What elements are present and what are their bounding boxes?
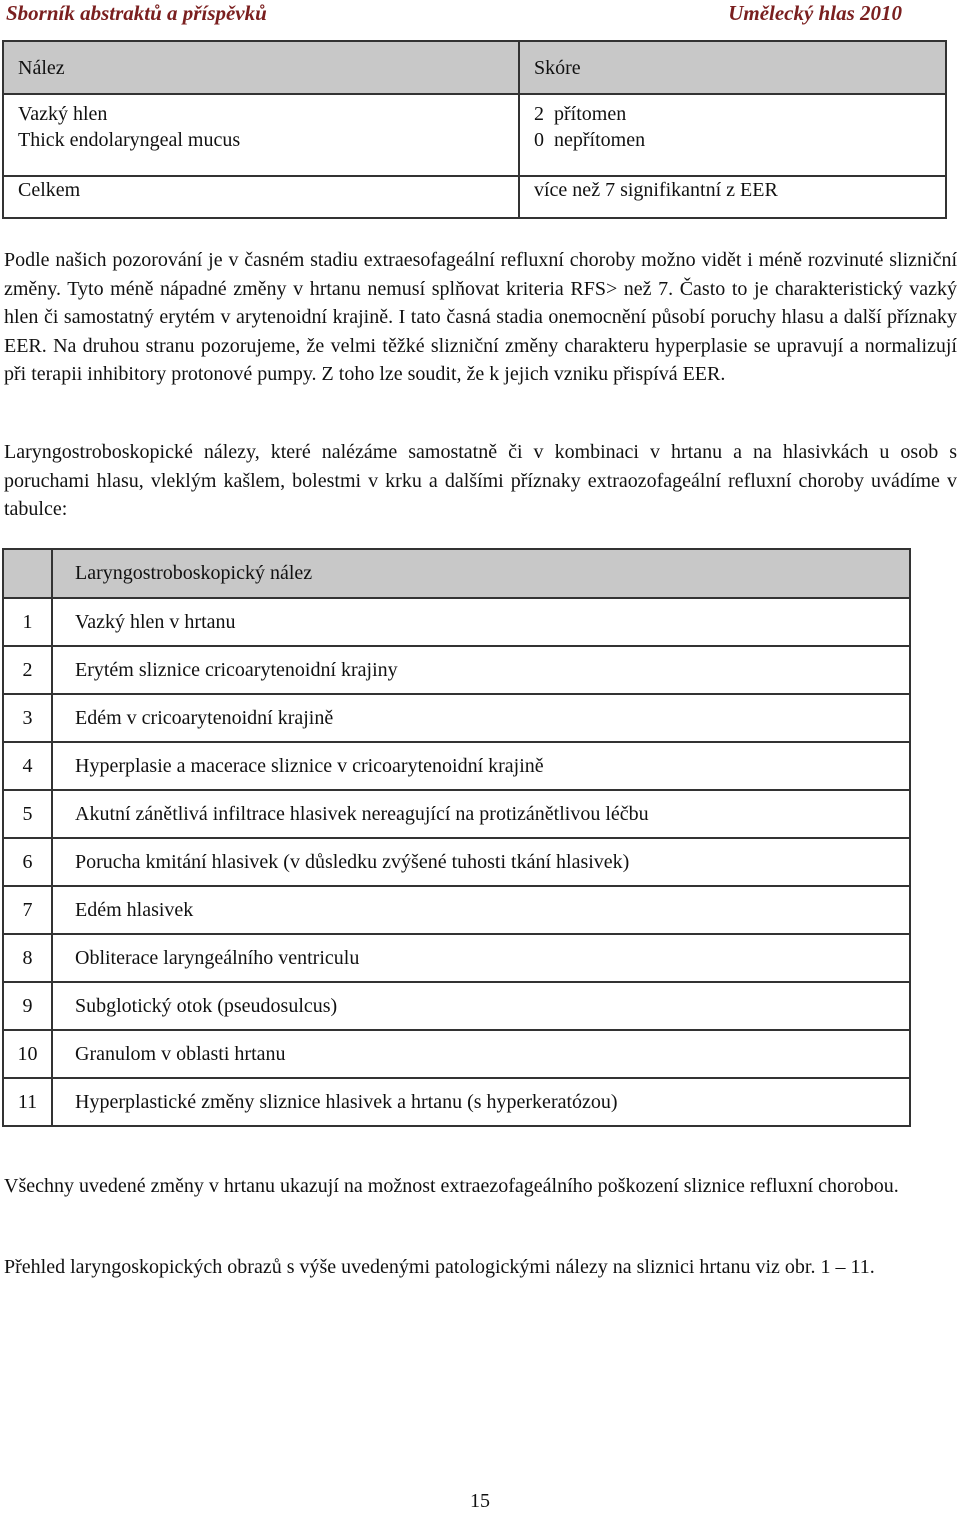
table-row	[3, 1030, 910, 1078]
row-number: 11	[3, 1078, 52, 1126]
row-finding: Granulom v oblasti hrtanu	[52, 1030, 910, 1078]
table-row	[3, 598, 910, 646]
row-finding: Erytém sliznice cricoarytenoidní krajiny	[52, 646, 910, 694]
row-number: 5	[3, 790, 52, 838]
finding-header-cell: Laryngostroboskopický nález	[52, 549, 910, 598]
score-line: 2 přítomen	[534, 103, 627, 125]
table-row	[3, 1078, 910, 1126]
row-finding: Porucha kmitání hlasivek (v důsledku zvýšené tuhosti tkání hlasivek)	[52, 838, 910, 886]
header-publication-title: Sborník abstraktů a příspěvků	[6, 1, 267, 25]
row-finding: Subglotický otok (pseudosulcus)	[52, 982, 910, 1030]
row-finding: Edém hlasivek	[52, 886, 910, 934]
score-cell	[519, 176, 946, 218]
table-row	[3, 886, 910, 934]
row-number: 8	[3, 934, 52, 982]
page-header	[0, 0, 960, 30]
row-number: 7	[3, 886, 52, 934]
row-number: 6	[3, 838, 52, 886]
row-finding: Vazký hlen v hrtanu	[52, 598, 910, 646]
score-table-header	[3, 41, 946, 94]
table-row	[3, 790, 910, 838]
lar-table-header	[3, 549, 910, 598]
table-row	[3, 694, 910, 742]
paragraph-figures-reference: Přehled laryngoskopických obrazů s výše uvedenými patologickými nálezy na sliznici hrtanu viz obr. 1 – 11.	[4, 1256, 875, 1278]
score-line: více než 7 signifikantní z EER	[534, 179, 778, 201]
table-row	[3, 934, 910, 982]
row-number: 10	[3, 1030, 52, 1078]
col-finding-header: Nález	[3, 41, 519, 94]
row-number: 4	[3, 742, 52, 790]
paragraph-conclusion: Všechny uvedené změny v hrtanu ukazují na možnost extraezofageálního poškození sliznice refluxní chorobou.	[4, 1175, 899, 1197]
finding-cell	[3, 94, 519, 176]
row-finding: Edém v cricoarytenoidní krajině	[52, 694, 910, 742]
row-number: 1	[3, 598, 52, 646]
row-number: 9	[3, 982, 52, 1030]
finding-line: Celkem	[18, 179, 81, 201]
page-number: 15	[470, 1490, 490, 1512]
header-event-title: Umělecký hlas 2010	[728, 1, 902, 25]
table-row	[3, 838, 910, 886]
table-row	[3, 742, 910, 790]
row-finding: Hyperplastické změny sliznice hlasivek a hrtanu (s hyperkeratózou)	[52, 1078, 910, 1126]
row-number: 2	[3, 646, 52, 694]
table-row	[3, 646, 910, 694]
table-row	[3, 982, 910, 1030]
paragraph-findings-intro: Laryngostroboskopické nálezy, které nalézáme samostatně či v kombinaci v hrtanu a na hlasivkách u osob s poruchami hlasu, vleklým kašlem, bolestmi v krku a dalšími příznaky extraozofageální refluxní choroby uvádíme v tabulce:	[4, 441, 957, 520]
row-number: 3	[3, 694, 52, 742]
finding-line: Thick endolaryngeal mucus	[18, 129, 241, 151]
row-finding: Hyperplasie a macerace sliznice v cricoarytenoidní krajině	[52, 742, 910, 790]
score-line: 0 nepřítomen	[534, 129, 646, 151]
finding-line: Vazký hlen	[18, 103, 108, 125]
score-table	[2, 40, 947, 219]
table-row	[3, 94, 946, 176]
col-score-header: Skóre	[519, 41, 946, 94]
row-finding: Obliterace laryngeálního ventriculu	[52, 934, 910, 982]
table-row	[3, 176, 946, 218]
finding-cell	[3, 176, 519, 218]
num-header-cell	[3, 549, 52, 598]
row-finding: Akutní zánětlivá infiltrace hlasivek nereagující na protizánětlivou léčbu	[52, 790, 910, 838]
paragraph-early-stage: Podle našich pozorování je v časném stadiu extraesofageální refluxní choroby možno vidět i méně rozvinuté slizniční změny. Tyto méně nápadné změny v hrtanu nemusí splňovat kriteria RFS> než 7. Často to je charakteristický vazký hlen či samostatný erytém v arytenoidní krajině. I tato časná stadia onemocnění působí poruchy hlasu a další příznaky EER. Na druhou stranu pozorujeme, že velmi těžké slizniční změny charakteru hyperplasie se upravují a normalizují při terapii inhibitory protonové pumpy. Z toho lze soudit, že k jejich vzniku přispívá EER.	[4, 249, 957, 385]
laryngostroboscopy-table	[2, 548, 911, 1127]
score-cell	[519, 94, 946, 176]
